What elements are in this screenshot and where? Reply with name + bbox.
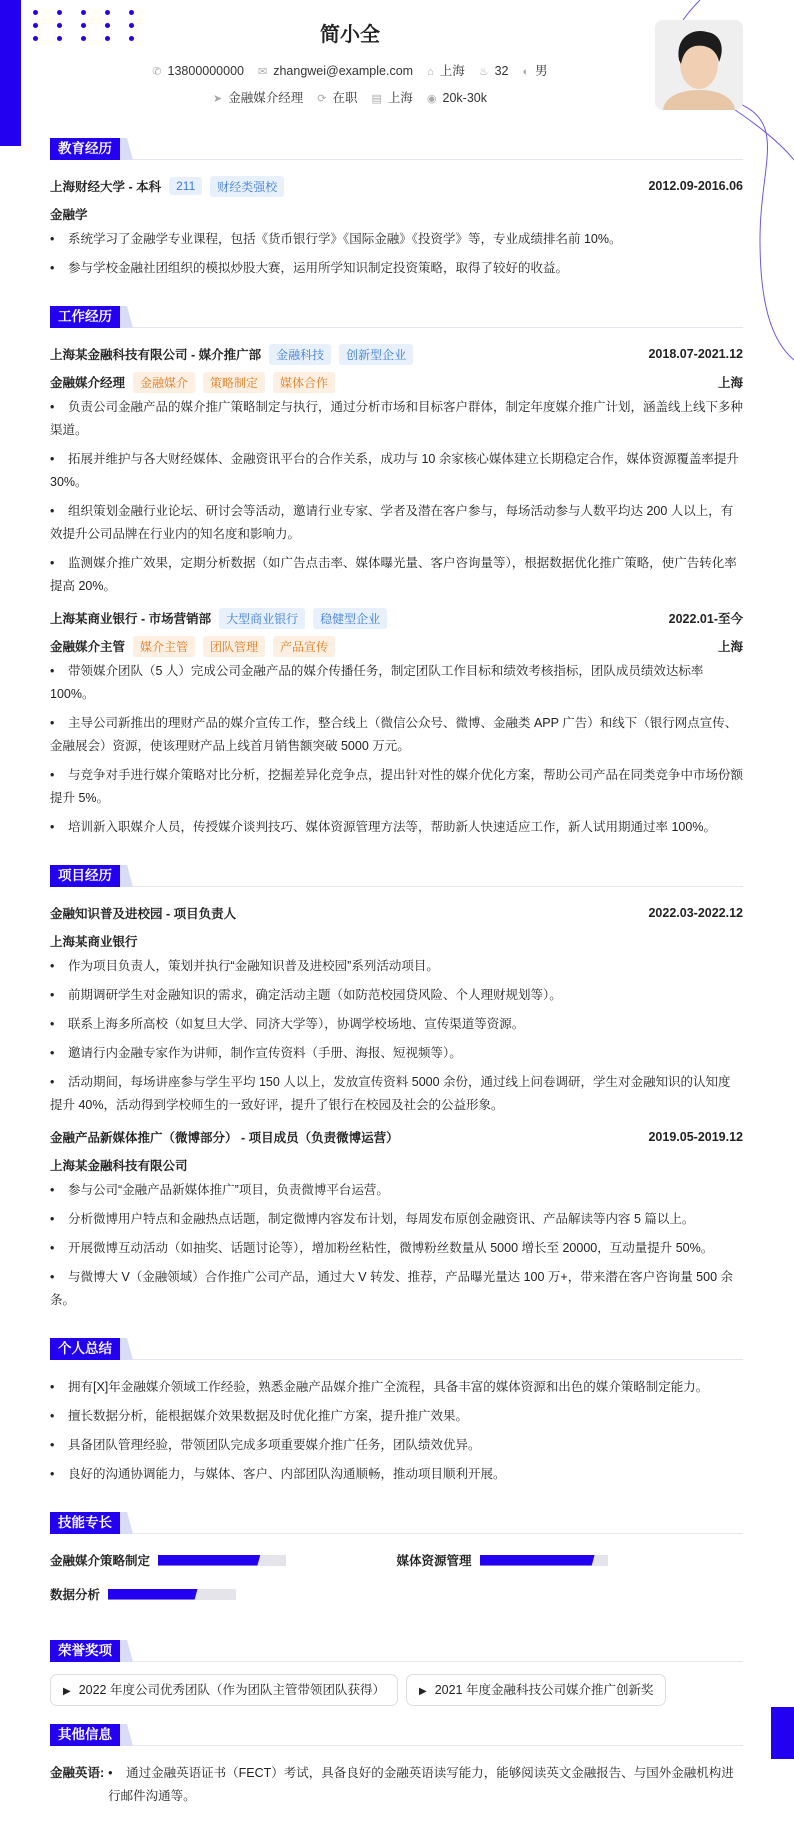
- info-item: [523, 64, 548, 78]
- info-item: [317, 91, 357, 105]
- info-text: 13800000000: [167, 64, 244, 78]
- tag: 团队管理: [203, 636, 265, 657]
- section-header-education: [50, 138, 743, 160]
- list-item: • 通过金融英语证书（FECT）考试，具备良好的金融英语读写能力，能够阅读英文金融报告、与国外金融机构进行邮件沟通等。: [108, 1766, 734, 1803]
- list-item: • 开展微博互动活动（如抽奖、话题讨论等），增加粉丝粘性，微博粉丝数量从 5000 增长至 20000，互动量提升 50%。: [50, 1241, 714, 1255]
- info-text: 32: [494, 64, 509, 78]
- major: 金融学: [50, 208, 88, 222]
- list-item: • 系统学习了金融学专业课程，包括《货币银行学》《国际金融》《投资学》等，专业成绩排名前 10%。: [50, 232, 622, 246]
- bullet-list: [50, 660, 743, 839]
- section-title: 教育经历: [50, 138, 120, 160]
- skill-name: 媒体资源管理: [396, 1554, 472, 1568]
- send-icon: ➤: [213, 93, 223, 105]
- cake-icon: ♨: [478, 66, 489, 78]
- date: 2019.05-2019.12: [648, 1130, 743, 1144]
- skill-name: 金融媒介策略制定: [50, 1554, 151, 1568]
- info-item: [427, 64, 465, 78]
- info-text: 男: [535, 64, 548, 78]
- list-item: • 与竞争对手进行媒介策略对比分析，挖掘差异化竞争点，提出针对性的媒介优化方案，帮助公司产品在同类竞争中市场份额提升 5%。: [50, 768, 744, 805]
- project-entry: [50, 1123, 743, 1312]
- avatar-photo: [655, 20, 743, 110]
- list-item: • 拓展并维护与各大财经媒体、金融资讯平台的合作关系，成功与 10 余家核心媒体建立长期稳定合作，媒体资源覆盖率提升 30%。: [50, 452, 739, 489]
- tag: 稳健型企业: [313, 608, 387, 629]
- other-label: 金融英语:: [50, 1766, 105, 1780]
- bullet-list: [108, 1762, 743, 1808]
- summary-section: [50, 1338, 743, 1486]
- gender-icon: ◐: [522, 66, 530, 78]
- job-entry: [50, 340, 743, 598]
- list-item: • 拥有[X]年金融媒介领域工作经验，熟悉金融产品媒介推广全流程，具备丰富的媒体资源和出色的媒介策略制定能力。: [50, 1380, 709, 1394]
- tag: 策略制定: [203, 372, 265, 393]
- list-item: • 具备团队管理经验，带领团队完成多项重要媒介推广任务，团队绩效优异。: [50, 1438, 481, 1452]
- list-item: • 主导公司新推出的理财产品的媒介宣传工作，整合线上（微信公众号、微博、金融类 APP 广告）和线下（银行网点宣传、金融展会）资源，使该理财产品上线首月销售额突破 5000 万元。: [50, 716, 738, 753]
- section-header-other: [50, 1724, 743, 1746]
- skill-item: [397, 1546, 744, 1574]
- skill-bar: [480, 1555, 608, 1566]
- job-entry: [50, 604, 743, 839]
- list-item: • 参与公司“金融产品新媒体推广”项目，负责微博平台运营。: [50, 1183, 389, 1197]
- skill-bar-fill: [158, 1555, 260, 1566]
- caret-right-icon: ▶: [63, 1686, 71, 1697]
- project-name: 金融知识普及进校园 - 项目负责人: [50, 907, 237, 921]
- skill-name: 数据分析: [50, 1588, 101, 1602]
- section-header-work: [50, 306, 743, 328]
- tag: 产品宣传: [273, 636, 335, 657]
- bullet-list: [50, 396, 743, 598]
- candidate-name: 简小全: [320, 24, 380, 46]
- info-item: [427, 91, 487, 105]
- decor-corner-bar: [771, 1707, 794, 1759]
- job-intent-row: [0, 88, 700, 106]
- list-item: • 前期调研学生对金融知识的需求，确定活动主题（如防范校园贷风险、个人理财规划等）。: [50, 988, 562, 1002]
- list-item: • 邀请行内金融专家作为讲师，制作宣传资料（手册、海报、短视频等）。: [50, 1046, 462, 1060]
- list-item: • 监测媒介推广效果，定期分析数据（如广告点击率、媒体曝光量、客户咨询量等），根据数据优化推广策略，使广告转化率提高 20%。: [50, 556, 737, 593]
- tag: 大型商业银行: [219, 608, 305, 629]
- info-text: 上海: [439, 64, 465, 78]
- education-section: [50, 138, 743, 280]
- contact-row: [0, 61, 700, 79]
- list-item: • 培训新入职媒介人员，传授媒介谈判技巧、媒体资源管理方法等，帮助新人快速适应工作，新人试用期通过率 100%。: [50, 820, 716, 834]
- section-title: 项目经历: [50, 865, 120, 887]
- list-item: • 组织策划金融行业论坛、研讨会等活动，邀请行业专家、学者及潜在客户参与，每场活动参与人数平均达 200 人以上，有效提升公司品牌在行业内的知名度和影响力。: [50, 504, 734, 541]
- tag: 金融媒介: [133, 372, 195, 393]
- salary-icon: ◉: [426, 93, 437, 105]
- project-section: [50, 865, 743, 1312]
- list-item: • 良好的沟通协调能力，与媒体、客户、内部团队沟通顺畅，推动项目顺利开展。: [50, 1467, 506, 1481]
- award-item[interactable]: ▶ 2022 年度公司优秀团队（作为团队主管带领团队获得）: [50, 1674, 398, 1706]
- info-text: zhangwei@example.com: [273, 64, 414, 78]
- section-title: 荣誉奖项: [50, 1640, 120, 1662]
- work-section: [50, 306, 743, 839]
- info-item: [371, 91, 412, 105]
- section-header-skills: [50, 1512, 743, 1534]
- mail-icon: ✉: [258, 66, 268, 78]
- info-item: [258, 64, 413, 78]
- section-header-awards: [50, 1640, 743, 1662]
- skills-section: [50, 1512, 743, 1614]
- info-item: [479, 64, 509, 78]
- info-text: 在职: [332, 91, 358, 105]
- bullet-list: [50, 228, 743, 280]
- list-item: • 分析微博用户特点和金融热点话题，制定微博内容发布计划，每周发布原创金融资讯、产品解读等内容 5 篇以上。: [50, 1212, 695, 1226]
- section-header-projects: [50, 865, 743, 887]
- list-item: • 擅长数据分析，能根据媒介效果数据及时优化推广方案，提升推广效果。: [50, 1409, 469, 1423]
- list-item: • 活动期间，每场讲座参与学生平均 150 人以上，发放宣传资料 5000 余份，通过线上问卷调研，学生对金融知识的认知度提升 40%，活动得到学校师生的一致好评，提升了银行在校园及社会的公益形象。: [50, 1075, 731, 1112]
- skill-bar: [158, 1555, 286, 1566]
- info-item: [213, 91, 303, 105]
- school-name: 上海财经大学 - 本科: [50, 180, 162, 194]
- tag: 媒体合作: [273, 372, 335, 393]
- home-icon: ⌂: [427, 66, 434, 78]
- date: 2022.01-至今: [668, 612, 743, 626]
- organization: 上海某商业银行: [50, 935, 138, 949]
- section-title: 工作经历: [50, 306, 120, 328]
- date: 2012.09-2016.06: [648, 179, 743, 193]
- skill-bar: [108, 1589, 236, 1600]
- tag: 金融科技: [269, 344, 331, 365]
- date: 2022.03-2022.12: [648, 906, 743, 920]
- role: 金融媒介经理: [50, 376, 126, 390]
- other-section: [50, 1724, 743, 1814]
- award-item[interactable]: ▶ 2021 年度金融科技公司媒介推广创新奖: [406, 1674, 666, 1706]
- info-text: 20k-30k: [442, 91, 487, 105]
- project-entry: [50, 899, 743, 1117]
- caret-right-icon: ▶: [419, 1686, 427, 1697]
- section-title: 个人总结: [50, 1338, 120, 1360]
- skill-bar-fill: [480, 1555, 595, 1566]
- list-item: • 作为项目负责人，策划并执行“金融知识普及进校园”系列活动项目。: [50, 959, 439, 973]
- status-icon: ⟳: [317, 93, 327, 105]
- awards-section: [50, 1640, 743, 1706]
- bullet-list: [50, 1376, 743, 1486]
- info-text: 金融媒介经理: [228, 91, 304, 105]
- building-icon: ▤: [371, 93, 382, 105]
- date: 2018.07-2021.12: [648, 347, 743, 361]
- phone-icon: ✆: [152, 66, 162, 78]
- tag: 创新型企业: [339, 344, 413, 365]
- skill-item: [50, 1580, 397, 1608]
- company: 上海某金融科技有限公司 - 媒介推广部: [50, 348, 262, 362]
- tag: 211: [169, 177, 202, 195]
- organization: 上海某金融科技有限公司: [50, 1159, 188, 1173]
- project-name: 金融产品新媒体推广（微博部分） - 项目成员（负责微博运营）: [50, 1131, 399, 1145]
- section-header-summary: [50, 1338, 743, 1360]
- tag: 财经类强校: [210, 176, 284, 197]
- company: 上海某商业银行 - 市场营销部: [50, 612, 212, 626]
- info-text: 上海: [387, 91, 413, 105]
- list-item: • 负责公司金融产品的媒介推广策略制定与执行，通过分析市场和目标客户群体，制定年度媒介推广计划，涵盖线上线下多种渠道。: [50, 400, 744, 437]
- bullet-list: [50, 1179, 743, 1312]
- section-title: 其他信息: [50, 1724, 120, 1746]
- list-item: • 带领媒介团队（5 人）完成公司金融产品的媒介传播任务，制定团队工作目标和绩效考核指标，团队成员绩效达标率 100%。: [50, 664, 704, 701]
- tag: 媒介主管: [133, 636, 195, 657]
- role: 金融媒介主管: [50, 640, 126, 654]
- skill-item: [50, 1546, 397, 1574]
- bullet-list: [50, 955, 743, 1117]
- skill-bar-fill: [108, 1589, 198, 1600]
- list-item: • 参与学校金融社团组织的模拟炒股大赛，运用所学知识制定投资策略，取得了较好的收益。: [50, 261, 569, 275]
- list-item: • 联系上海多所高校（如复旦大学、同济大学等），协调学校场地、宣传渠道等资源。: [50, 1017, 525, 1031]
- info-item: [152, 64, 244, 78]
- list-item: • 与微博大 V（金融领域）合作推广公司产品，通过大 V 转发、推荐，产品曝光量达 100 万+，带来潜在客户咨询量 500 余条。: [50, 1270, 733, 1307]
- city: 上海: [717, 376, 743, 390]
- city: 上海: [717, 640, 743, 654]
- section-title: 技能专长: [50, 1512, 120, 1534]
